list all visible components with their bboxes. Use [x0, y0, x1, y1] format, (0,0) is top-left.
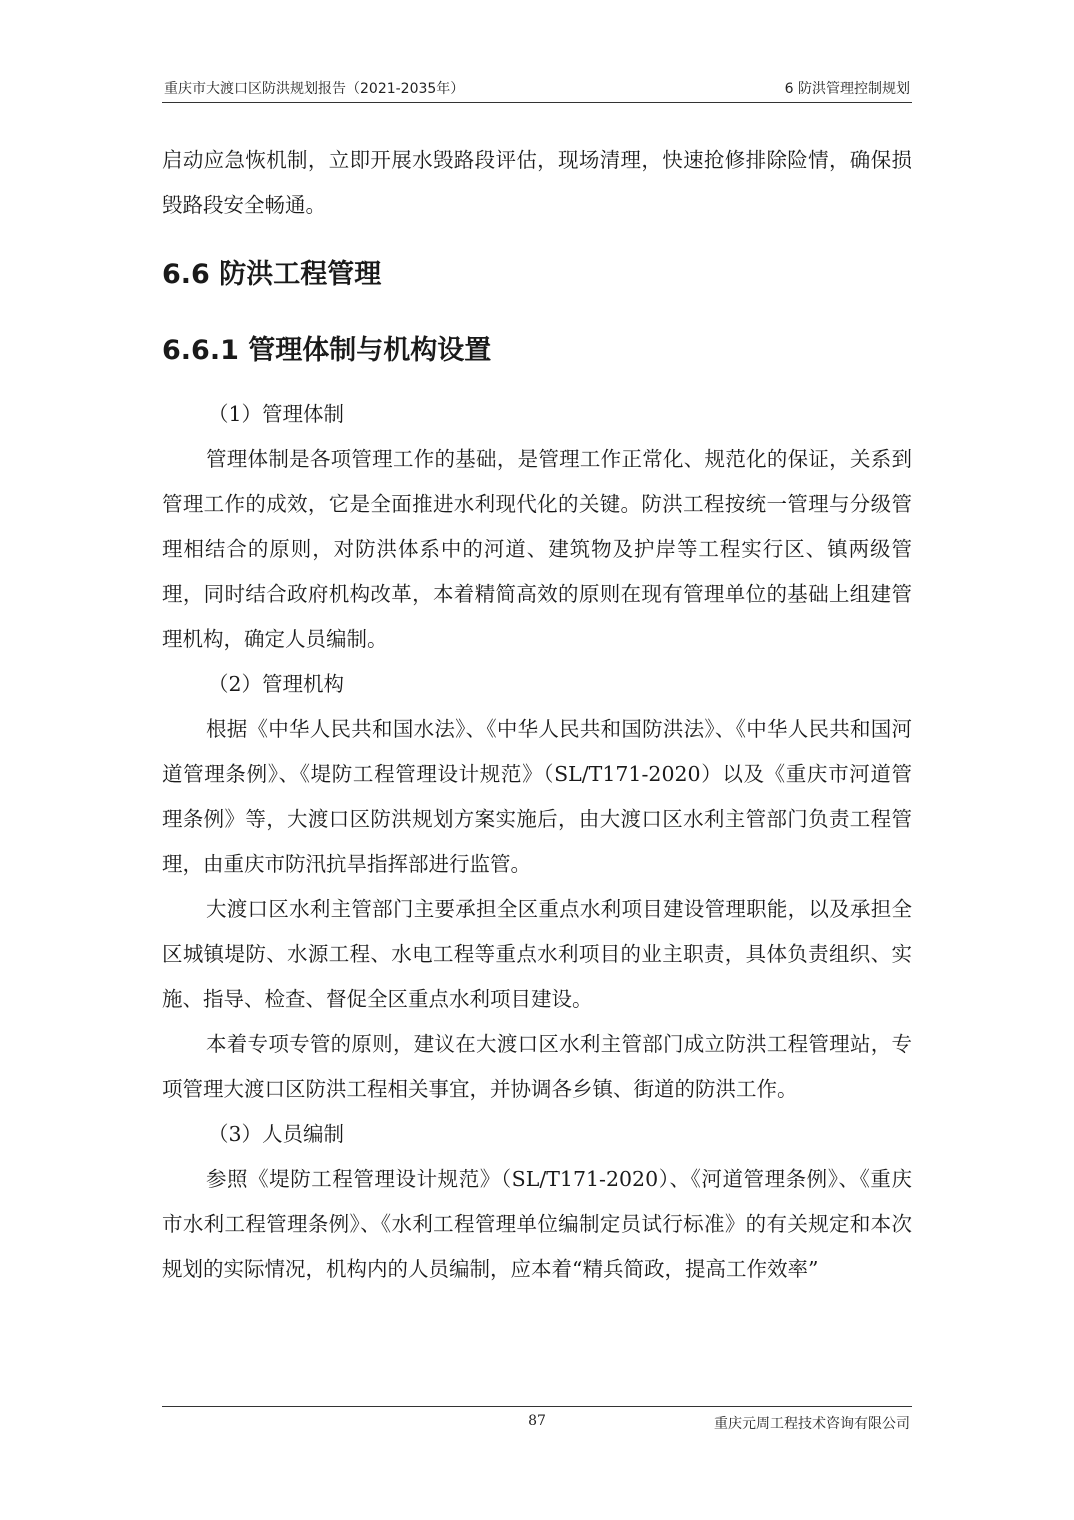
paragraph-department-duties: 大渡口区水利主管部门主要承担全区重点水利项目建设管理职能，以及承担全区城镇堤防、水源工程、水电工程等重点水利项目的业主职责，具体负责组织、实施、指导、检查、督促全区重点水利项目建设。: [162, 897, 912, 1011]
paragraph-management-station: 本着专项专管的原则，建议在大渡口区水利主管部门成立防洪工程管理站，专项管理大渡口区防洪工程相关事宜，并协调各乡镇、街道的防洪工作。: [162, 1032, 912, 1101]
paragraph-legal-basis: 根据《中华人民共和国水法》、《中华人民共和国防洪法》、《中华人民共和国河道管理条例》、《堤防工程管理设计规范》（SL/T171-2020）以及《重庆市河道管理条例》等，大渡口区防洪规划方案实施后，由大渡口区水利主管部门负责工程管理，由重庆市防汛抗旱指挥部进行监管。: [162, 717, 912, 876]
page-body: [162, 138, 912, 1292]
page-footer: [162, 1406, 912, 1441]
header-chapter-title: 6 防洪管理控制规划: [784, 81, 910, 97]
item-heading-management-agency: （2）管理机构: [208, 672, 345, 696]
paragraph-staffing: 参照《堤防工程管理设计规范》（SL/T171-2020）、《河道管理条例》、《重庆市水利工程管理条例》、《水利工程管理单位编制定员试行标准》的有关规定和本次规划的实际情况，机构内的人员编制，应本着“精兵简政，提高工作效率”: [162, 1167, 912, 1281]
footer-company-name: 重庆元周工程技术咨询有限公司: [714, 1416, 910, 1432]
paragraph-management-system: 管理体制是各项管理工作的基础，是管理工作正常化、规范化的保证，关系到管理工作的成效，它是全面推进水利现代化的关键。防洪工程按统一管理与分级管理相结合的原则，对防洪体系中的河道、建筑物及护岸等工程实行区、镇两级管理，同时结合政府机构改革，本着精简高效的原则在现有管理单位的基础上组建管理机构，确定人员编制。: [162, 447, 912, 651]
item-heading-management-system: （1）管理体制: [208, 402, 345, 426]
section-heading-6-6: 6.6 防洪工程管理: [162, 259, 382, 290]
header-report-title: 重庆市大渡口区防洪规划报告（2021-2035年）: [164, 81, 465, 97]
continued-paragraph: 启动应急恢机制，立即开展水毁路段评估，现场清理，快速抢修排除险情，确保损毁路段安全畅通。: [162, 148, 912, 217]
item-heading-staffing: （3）人员编制: [208, 1122, 345, 1146]
page-number: 87: [528, 1413, 546, 1429]
page-header: [162, 74, 912, 103]
section-heading-6-6-1: 6.6.1 管理体制与机构设置: [162, 335, 492, 366]
